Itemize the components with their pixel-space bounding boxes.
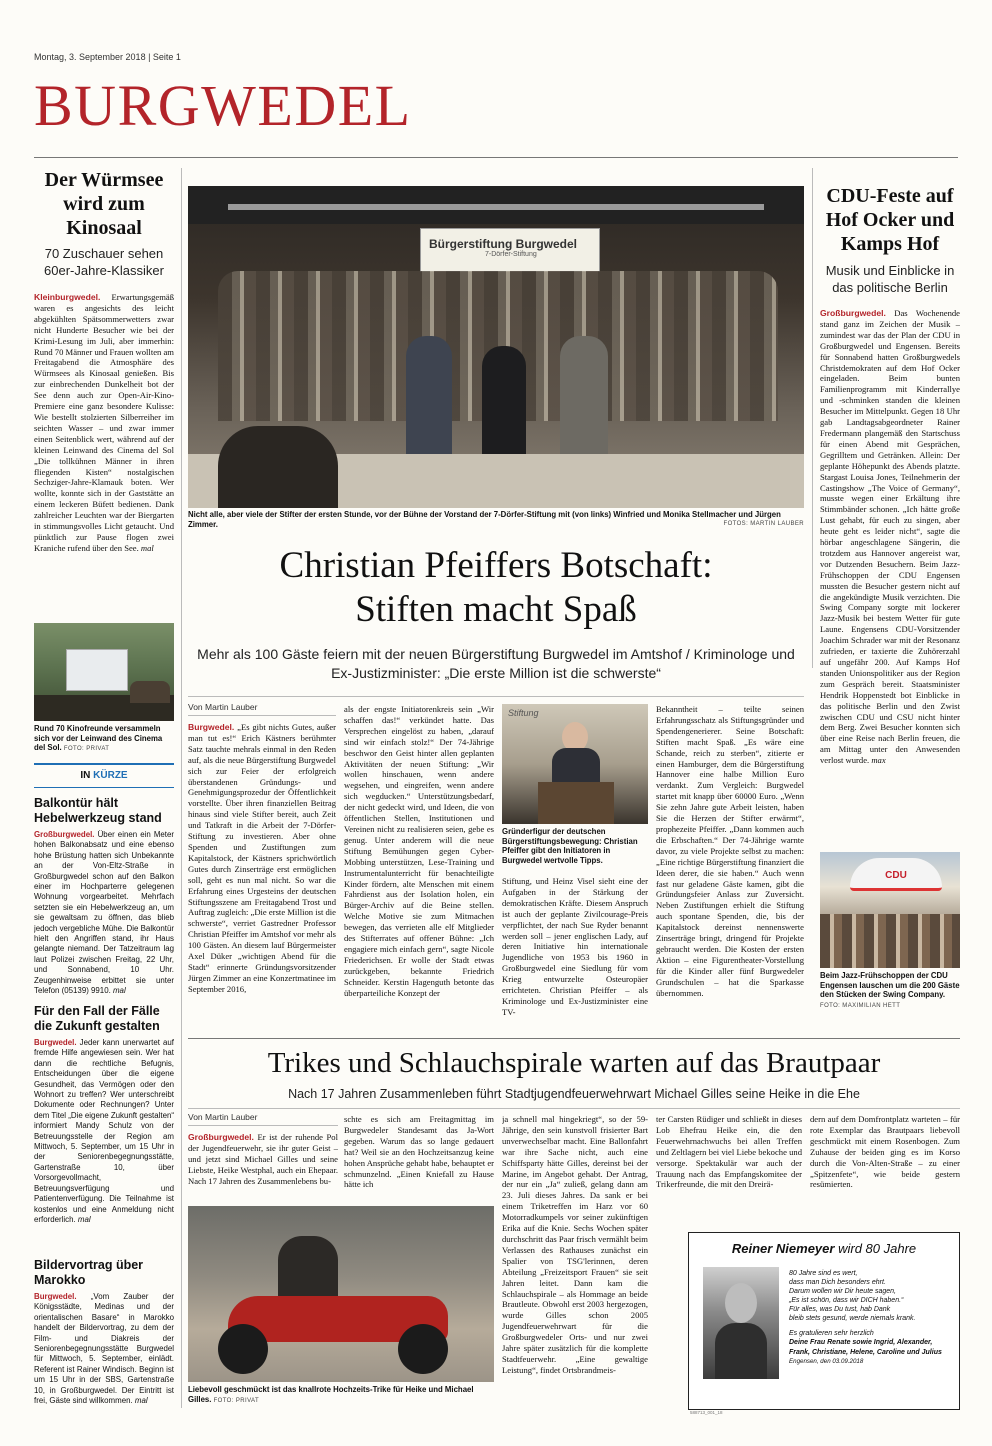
kino-screen — [66, 649, 128, 691]
main-col-3: Stiftung, und Heinz Visel sieht eine der Aufgaben in der Stärkung der demokratischen Kräfte. Diesem Anspruch ist auch der geplante Zivilcourage-Preis verpflichtet, der nach Sue Ryder benannt werden soll – jener englischen Lady, auf deren Initiative hin internationale Jugendliche von 1953 bis 1960 in Großburgwedel eine Siedlung für vom Krieg entwurzelte Osteuropäer errichteten. Christian Pfeiffer – als Kriminologe und Ex-Justizminister eine TV- — [502, 876, 648, 1017]
main-photo-caption: Nicht alle, aber viele der Stifter der ersten Stunde, vor der Bühne der Vorstand der 7-Dörfer-Stiftung mit (von links) Winfried und Monika Stellmacher und Jürgen Zimmer. FOTOS: MARTIN LAUBER — [188, 510, 804, 529]
trike-caption: Liebevoll geschmückt ist das knallrote Hochzeits-Trike für Heike und Michael Gilles. FOTO: PRIVAT — [188, 1385, 474, 1404]
pfeiffer-photo: Stiftung — [502, 704, 648, 824]
brief-headline: Bildervortrag über Marokko — [34, 1258, 144, 1287]
main-col-2: als der engste Initiatorenkreis sein „Wir schaffen das!“ verkündet hatte. Das Versprechen eingelöst zu haben, „darauf sind wir einfach stolz!“ Der 74-Jährige beschwor den Geist hinter allen geplanten Aktivitäten der neuen Stiftung: „Wir wollen hinschauen, wenn andere wegsehen, und eingreifen, wenn andere sich wegducken.“ Unterstützungsbedarf, der nicht gedeckt wird, und Ideen, die von öffentlichen Stellen, Institutionen und Vereinen nicht zu realisieren seien, gebe es genug. Unter anderem will die neue Stiftung Bemühungen gegen Cyber-Mobbing unterstützen, Lese-Training und Instrumentalunterricht für benachteiligte Kinder fördern, alte Menschen mit einem Fahrdienst aus der Isolation holen, ein Bürger-Archiv auf die Beine stellen. Welche Motive sie zum Mitmachen bewegen, das verrieten alle elf Mitglieder des Stifterrates auf offener Bühne: „Ich engagiere mich einfach gern“, sagte Nicole Friederichsen. Er wolle der Stadt etwas zurückgeben, bekannte Friedrich Schneider. Kerstin Hagenguth betonte das überparteiliche Konzept der — [344, 704, 494, 998]
brief-2: Für den Fall der Fälle die Zukunft gestalten Burgwedel. Jeder kann unerwartet auf fremde Hilfe angewiesen sein. Wer hat dann die rechtliche Befugnis, Entscheidungen über die eigene Gesundheit, das Vermögen oder den Wohnort zu treffen? Wer unterschreibt Dokumente oder Rechnungen? Unter dem Titel „Die eigene Zukunft gestalten“ informiert Mandy Schulz von der Betreuungsstelle der Region am Mittwoch, 5. September, um 15 Uhr in der Seniorenbegegnungsstätte, Gartenstraße 10, über Vorsorgevollmacht, Betreuungsverfügung und Patientenverfügung. Die Teilnahme ist kostenlos und eine Anmeldung nicht erforderlich. mal — [34, 1004, 174, 1224]
poem: 80 Jahre sind es wert, dass man Dich besonders ehrt. Darum wollen wir Dir heute sagen, „Es ist schön, dass wir DICH haben.“ Für alles, was Du tust, hab Dank bleib stets gesund, werde niemals krank. — [789, 1270, 916, 1322]
kino-caption: Rund 70 Kinofreunde versammeln sich vor der Leinwand des Cinema del Sol. FOTO: PRIVAT — [34, 724, 163, 753]
kino-photo — [34, 623, 174, 721]
main-col-4: Bekanntheit – teilte seinen Erfahrungsschatz als Stiftungsgründer und Spendengenerierer. Seine Botschaft: Stiften macht Spaß. „Es wäre eine Schande, reich zu sterben“, zitierte er einen Hamburger, dem die Bürgerstiftung Hannover eine halbe Million Euro verdankt. Zum Vergleich: Burgwedel startet mit knapp über 60000 Euro. „Wenn Sie zehn Jahre gute Arbeit leisten, haben Sie die Herzen der Stifter erwärmt“, prophezeite Pfeiffer. „Dann kommen auch die Erbschaften.“ Der 74-Jährige warnte davor, zu viele Projekte selbst zu machen: „Eine richtige Bürgerstiftung finanziert die Ideen derer, die sie haben.“ Auch wenn fast nur geladene Gäste kamen, gibt die Gründungsfeier Anlass zur Zuversicht. Neben Zustiftungen erhielt die Stiftung auch spontane Spenden, die, bis der Kapitalstock dereinst nennenswerte Zinserträge bringt, dringend für Projekte gebraucht werden. Die Kosten der ersten Aktion – eine Figurentheater-Vorstellung für die Kinder aller fünf Burgwedeler Grundschulen – hat die Sparkasse übernommen. — [656, 704, 804, 998]
dateline: Montag, 3. September 2018 | Seite 1 — [34, 52, 181, 62]
bottom-col-1: Von Martin Lauber Großburgwedel. Er ist der ruhende Pol der Jugendfeuerwehr, sie ihr guter Geist – und jetzt sind Michael Gilles und seine Liebste, Heike Westphal, auch ein Ehepaar. Nach 17 Jahren des Zusammenlebens bu- — [188, 1112, 338, 1186]
main-byline: Von Martin Lauber — [188, 702, 336, 716]
bottom-col-3: ja schnell mal hingekriegt“, so der 59-Jährige, den sein kunstvoll frisierter Bart unverwechselbar macht. Eine Ballonfahrt war ihre Sache nicht, auch eine Schiffsparty hätte Gilles, dereinst bei der Marine, im Angebot gehabt. Der Antrag, der nur ein „Ja“ zuließ, gelang dann am 23. Juli dieses Jahres. Da sank er bei einem Triketreffen im Harz vor 60 Motorradkumpels vor seiner zukünftigen Erika auf die Knie. Sechs Wochen später durchschritt das Paar frisch vermählt beim Verlassen des Rathauses zunächst ein Spalier von TSG'lerinnen, deren Abteilung „Freizeitsport Frauen“ sie seit Jahren leitet. Dann kam die Schlauchspirale – als Hommage an beide Brautleute. Obwohl erst 2003 hergezogen, wurde Gilles schon 2005 Jugendfeuerwehrwart für die Großburgwedeler Orts- und nur zwei Jahre später zusätzlich für die komplette Stadtfeuerwehr. „Eine gewaltige Leistung“, findet Ortsbrandmeis- — [502, 1114, 648, 1375]
main-subhead: Mehr als 100 Gäste feiern mit der neuen Bürgerstiftung Burgwedel im Amtshof / Kriminologe und Ex-Justizminister: „Die erste Million ist die schwerste“ — [197, 646, 795, 681]
right-headline: CDU-Feste auf Hof Ocker und Kamps Hof — [825, 185, 955, 255]
birthday-ad: Reiner Niemeyer wird 80 Jahre 80 Jahre sind es wert, dass man Dich besonders ehrt. Darum wollen wir Dir heute sagen, „Es ist schön, dass wir DICH haben.“ Für alles, was Du tust, hab Dank bleib stets gesund, werde niemals krank. Es gratulieren sehr herzlich Deine Frau Renate sowie Ingrid, Alexander, Frank, Christiane, Helene, Caroline und Julius Engensen, den 03.09.2018 — [688, 1232, 960, 1410]
left-story — [34, 168, 174, 588]
main-photo — [188, 186, 804, 508]
cdu-umbrella: CDU — [850, 858, 942, 891]
brief-1: Balkontür hält Hebelwerkzeug stand Großburgwedel. Über einen ein Meter hohen Balkonabsatz und eine ebenso hohe Brüstung hatten sich Unbekannte an der Von-Eltz-Straße in Großburgwedel schon auf den Balkon einer im Hochparterre gelegenen Wohnung vorgearbeitet. Mehrfach setzten sie ein Hebelwerkzeug an, um sie gewaltsam zu öffnen, das blieb jedoch vergebliche Mühe. Die Balkontür hielt den Angriffen stand, ihr Haus gelangte niemand. Der Tatzeitraum lag laut Polizei zwischen Freitag, 22 Uhr, und Sonnabend, 10 Uhr. Zeugenhinweise erbittet sie unter Telefon (05139) 9910. mal — [34, 796, 174, 996]
left-body: Kleinburgwedel. Erwartungsgemäß waren es angesichts des leicht abgekühlten Spätsommerwetters zwar nicht Hunderte Besucher wie bei der Krimi-Lesung im Juli, aber immerhin: Rund 70 Männer und Frauen wollten am Freitagabend die Atmosphäre des Würmsees als Kinosaal genießen. Bis zur einbrechenden Dunkelheit bot der See denn auch zur Open-Air-Kino-Premiere eine ganz besondere Kulisse: Wie bestellt stolzierten Silberreiher im seichten Wasser – und zwar immer einen Seitenblick wert, während auf der kleinen Leinwand des Cinema del Sol „Die tollkühnen Männer in ihren fliegenden Kisten“ nostalgischen Sechziger-Jahre-Klamauk boten. Wer wollte, konnte sich in der Gaststätte an einem leckeren Büfett bedienen. Dank zahlreicher Leuchten war der Biergarten in stimmungsvolles Licht getaucht. Und pünktlich zur Pause flogen zwei Kraniche rufend über den See. mal — [34, 292, 174, 553]
main-headline: Christian Pfeiffers Botschaft: Stiften macht Spaß — [279, 545, 713, 630]
pfeiffer-caption: Gründerfigur der deutschen Bürgerstiftungsbewegung: Christian Pfeiffer gibt den Initiatoren in Burgwedel wertvolle Tipps. — [502, 827, 638, 865]
left-headline: Der Würmsee wird zum Kinosaal — [44, 169, 164, 239]
stiftung-banner: Bürgerstiftung Burgwedel 7-Dörfer-Stiftung — [420, 228, 600, 272]
main-col-1: Von Martin Lauber Burgwedel. „Es gibt nichts Gutes, außer man tut es!“ Erich Kästners berühmter Satz tauchte mehrals einmal in den Reden auf, als die neue Bürgerstiftung Burgwedel sich zur Feier der erfolgreich überstandenen Gründungs- und Genehmigungsprozedur der Öffentlichkeit vorstellte. Über ihren finanziellen Beitrag hinaus sind viele Stifter bereit, auch Zeit und Tatkraft in die Arbeit der 7-Dörfer-Stiftung zu investieren. Aber ohne Spenden und Zustiftungen zum Kapitalstock, der Kästners sprichwörtlich Gutes durch Zinserträge erst ermöglichen soll, geht es nun mal nicht. So war die Erfahrung eines Urgesteins der deutschen Stiftungsszene am Freitagabend Trost und Auftrag zugleich: „Die erste Million ist die schwerste“, verriet Gastredner Professor Christian Pfeiffer im Amtshof vor mehr als 100 Gästen. An diesem lauf Bürgermeister Axel Düker „wichtigen Abend für die Stadt“ erinnerte Gründungsvorsitzender Jürgen Zimmer an eine Konzertmatinee im September 2016, — [188, 702, 336, 994]
cdu-caption: Beim Jazz-Frühschoppen der CDU Engensen lauschen um die 200 Gäste den Stücken der Swing Company. FOTO: MAXIMILIAN HETT — [820, 971, 960, 1009]
bottom-headline: Trikes und Schlauchspirale warten auf das Brautpaar — [267, 1047, 881, 1079]
bottom-col-5: dern auf dem Domfrontplatz warteten – für rote Exemplar das Brautpaars liebevoll geschmückt mit einem Rosenbogen. Zum Zuhause der beiden ging es im Korso durch die Von-Alten-Straße – zu einer „Spitzenfete“, wie beide gestern resümierten. — [810, 1114, 960, 1190]
bottom-subhead: Nach 17 Jahren Zusammenleben führt Stadtjugendfeuerwehrwart Michael Gilles seine Heike in die Ehe — [288, 1087, 860, 1101]
page-title: BURGWEDEL — [34, 73, 412, 138]
greeting: Es gratulieren sehr herzlich Deine Frau Renate sowie Ingrid, Alexander, Frank, Christiane, Helene, Caroline und Julius Engensen, den 03.09.2018 — [789, 1330, 942, 1366]
right-body: Großburgwedel. Das Wochenende stand ganz im Zeichen der Musik – zumindest war das der Plan der CDU in Großburgwedel und Engensen. Bereits für Sonnabend hatten Großburgwedels Christdemokraten auf dem Hof Ocker eingeladen. Beim bunten Familienprogramm mit Kinderrallye und -schminken standen die kleinen Besucher im Mittelpunkt. Gegen 18 Uhr gab Landtagsabgeordneter Rainer Fredermann plangemäß den Startschuss für einen Abend mit Gesprächen, Gegrilltem und Getränken. Allein: Der geplante Höhepunkt des Abends platzte. Stargast Louisa Jones, Teilnehmerin der Castingshow „The Voice of Germany“, musste wegen einer Erkältung ihre Stimmbänder schonen. „Ich hätte große Lust gehabt, für euch zu singen, aber heute geht es leider nicht“, sagte die hörbar angeschlagene Sängerin, die trotzdem aus Hannover angereist war, vor Dutzenden Besuchern. Beim Jazz-Frühschoppen der CDU Engensen mussten die Besucher gestern nicht auf die angekündigte Musik verzichten. Die Swing Company sorgte mit lockerer Jazz-Musik bei bestem Wetter für gute Laune. Engensens CDU-Vorsitzender Joachim Schrader war mit der Resonanz zufrieden, er taxierte die Zuhörerzahl auf ungefähr 200. Auf Kamps Hof standen Unionspolitiker aus der Region zum Gespräch bereit. Staatsminister Hendrik Hoppenstedt bot Einblicke in das politische Berlin und den Zwist zwischen CDU und CSU nicht hinter dem Berg. Zwei Besucher konnten sich über eine Reise nach Berlin freuen, die am Mittag unter den Anwesenden verlost wurde. max — [820, 308, 960, 766]
brief-headline: Für den Fall der Fälle die Zukunft gestalten — [34, 1004, 160, 1033]
header-rule — [34, 157, 958, 158]
right-story — [820, 184, 960, 838]
trike-photo — [188, 1206, 494, 1382]
left-subhead: 70 Zuschauer sehen 60er-Jahre-Klassiker — [44, 246, 164, 278]
left-lead: Kleinburgwedel. — [34, 292, 101, 302]
inkurze-bar: IN KÜRZE — [34, 763, 174, 788]
bottom-col-4: ter Carsten Rüdiger und schließt in dieses Lob Ehefrau Heike ein, die den Feuerwehrnachwuchs bei allen Treffen und Zeltlagern bei viel Liebe bekoche und versorge. Spektakulär war auch der Trauung nach das Empfangskomitee der Trikerfreunde, die mit den Dreirä- — [656, 1114, 802, 1190]
cdu-photo — [820, 852, 960, 968]
bottom-col-2: schte es sich am Freitagmittag im Burgwedeler Standesamt das Ja-Wort gegeben. Warum das so lange gedauert hat? Weil sie an den Hochzeitsanzug keine hohen Ansprüche gehabt habe, behauptet er schmunzelnd. „Einen Kniefall zu Hause hätte ich — [344, 1114, 494, 1190]
brief-headline: Balkontür hält Hebelwerkzeug stand — [34, 796, 162, 825]
portrait-photo — [703, 1267, 779, 1379]
brief-3: Bildervortrag über Marokko Burgwedel. „Vom Zauber der Königsstädte, Medinas und der orientalischen Basare“ in Marokko handelt der Bildervortrag, zu dem der Film- und Diakreis der Seniorenbegegnungsstätte Burgwedel für Mittwoch, 5. September, einlädt. Referent ist Rainer Windisch. Beginn ist um 15 Uhr in der SBS, Gartenstraße 10, in Großburgwedel. Der Eintritt ist frei, Gäste sind willkommen. mal — [34, 1258, 174, 1406]
right-subhead: Musik und Einblicke in das politische Berlin — [825, 263, 955, 295]
ad-code: 588713_001_18 — [690, 1410, 723, 1415]
bottom-byline: Von Martin Lauber — [188, 1112, 338, 1126]
